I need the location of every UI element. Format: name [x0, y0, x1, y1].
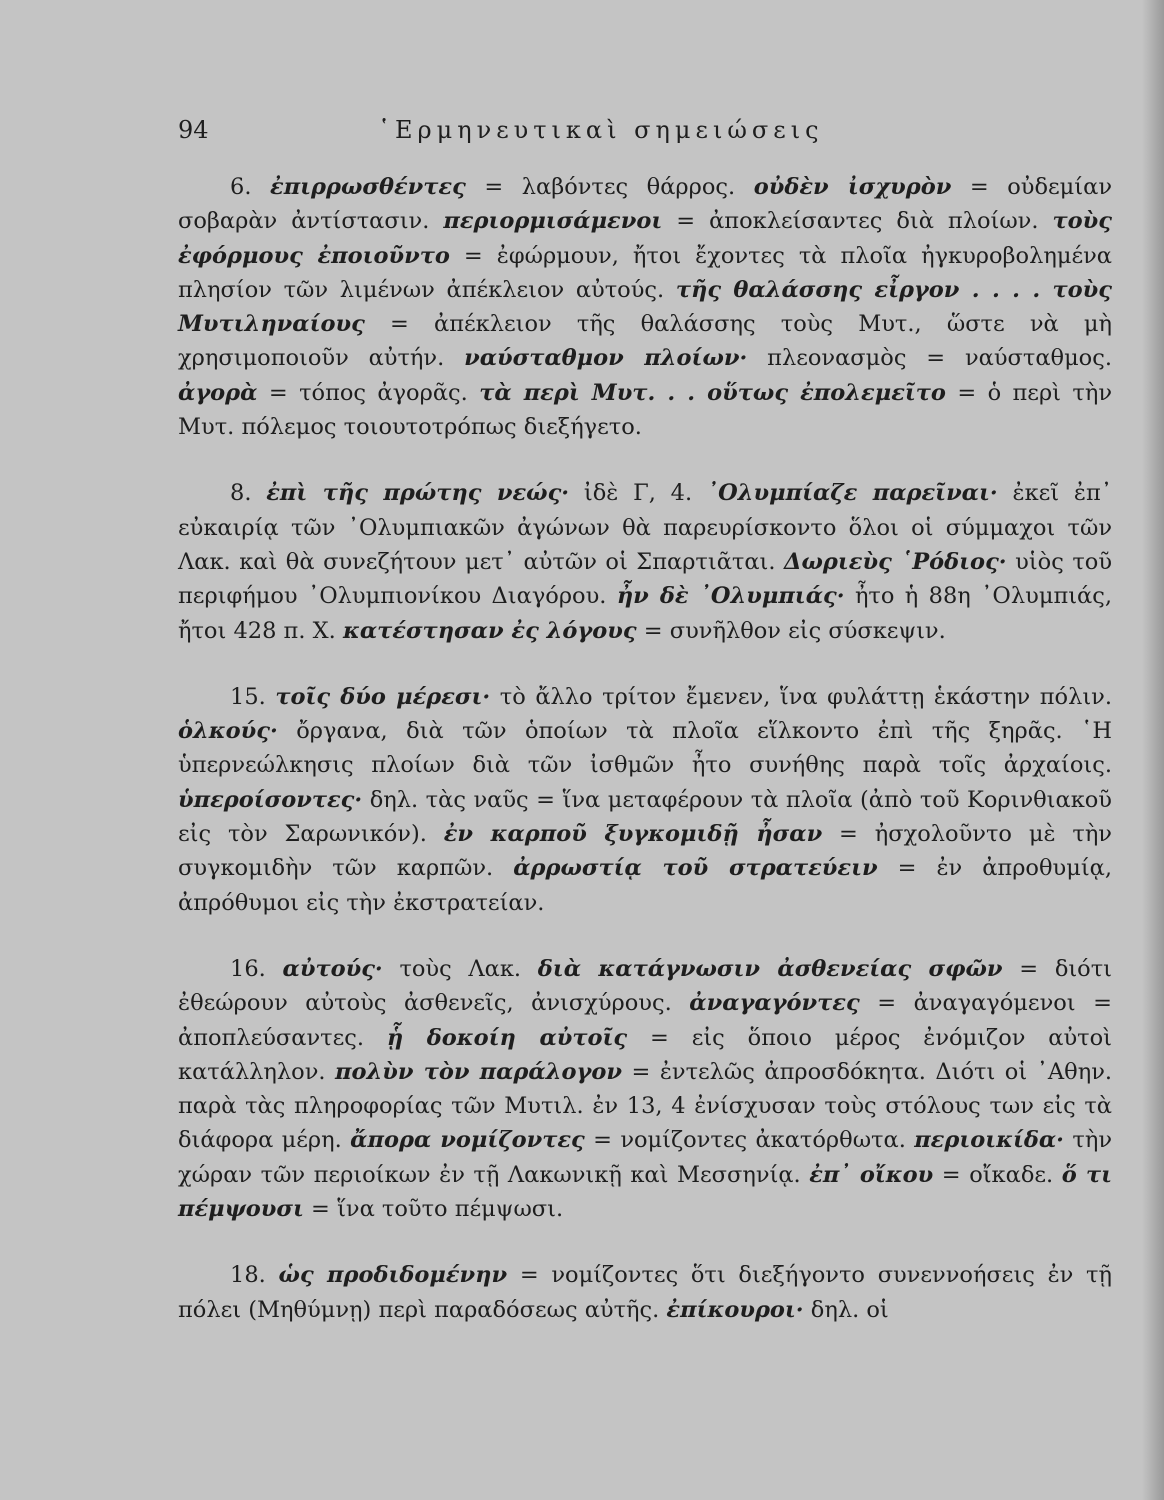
note-paragraph [178, 1258, 1112, 1327]
note-paragraph [178, 680, 1112, 920]
lemma-term: ἄπορα νομίζοντες [350, 1127, 585, 1154]
lemma-term: ᾗ δοκοίη αὐτοῖς [386, 1024, 628, 1051]
gloss-text: = εἰς ὅποιο μέρος ἐνόμιζον αὐτοὶ κατάλληλον. [178, 1024, 1112, 1085]
lemma-term: αὐτούς· [282, 955, 383, 982]
gloss-text: = οἴκαδε. [933, 1161, 1062, 1188]
lemma-term: ᾿Ολυμπίαζε παρεῖναι· [706, 480, 998, 507]
lemma-term: Δωριεὺς ῾Ρόδιος· [784, 548, 1007, 575]
page-header [178, 116, 1110, 152]
lemma-term: οὐδὲν ἰσχυρὸν [753, 174, 952, 200]
lemma-term: τοῖς δύο μέρεσι· [275, 683, 491, 710]
note-paragraph [178, 476, 1112, 647]
gloss-text: = λαβόντες θάρρος. [465, 174, 754, 200]
gloss-text: ἦτο ἡ 88η ᾿Ολυμπιάς, ἤτοι 428 π. Χ. [178, 583, 1112, 644]
lemma-term: τὰ περὶ Μυτ. . . οὕτως ἐπολεμεῖτο [479, 379, 946, 406]
commentary-body [178, 170, 1112, 1327]
gloss-text: = ἐν ἀπροθυμίᾳ, ἀπρόθυμοι εἰς τὴν ἐκστρατείαν. [178, 855, 1112, 916]
lemma-term: ἐπίκουροι· [666, 1296, 804, 1323]
gloss-text: ἰδὲ Γ, 4. [569, 480, 707, 507]
gloss-text: υἱὸς τοῦ περιφήμου ᾿Ολυμπιονίκου Διαγόρου. [178, 548, 1112, 610]
lemma-term: ὑπεροίσοντες· [178, 786, 363, 813]
gloss-text: τοὺς Λακ. [382, 955, 538, 982]
gloss-text: = ἵνα τοῦτο πέμψωσι. [303, 1196, 564, 1223]
lemma-term: ἀναγαγόντες [689, 990, 860, 1017]
gloss-text: = συνῆλθον εἰς σύσκεψιν. [636, 617, 946, 644]
gloss-text: = διότι ἐθεώρουν αὐτοὺς ἀσθενεῖς, ἀνισχύρους. [178, 955, 1112, 1017]
note-paragraph [178, 170, 1112, 444]
lemma-term: ὅ τι πέμψουσι [178, 1161, 1112, 1223]
gloss-text: = νομίζοντες ὅτι διεξήγοντο συνεννοήσεις ἐν τῇ πόλει (Μηθύμνῃ) περὶ παραδόσεως αὐτῆς. [178, 1262, 1112, 1323]
lemma-term: ὁλκούς· [178, 718, 278, 745]
note-number: 18. [230, 1262, 266, 1289]
gloss-text: = τόπος ἀγορᾶς. [257, 379, 480, 406]
lemma-term: ἐπὶ τῆς πρώτης νεώς· [266, 480, 570, 507]
gloss-text: = ἠσχολοῦντο μὲ τὴν συγκομιδὴν τῶν καρπῶν. [178, 821, 1112, 882]
lemma-term: ὡς προδιδομένην [278, 1262, 508, 1289]
lemma-term: ἐπιρρωσθέντες [270, 174, 466, 200]
lemma-term: κατέστησαν ἐς λόγους [342, 617, 637, 644]
note-number: 8. [230, 480, 252, 507]
lemma-term: πολὺν τὸν παράλογον [335, 1058, 622, 1085]
gloss-text: ὄργανα, διὰ τῶν ὁποίων τὰ πλοῖα εἵλκοντο ἐπὶ τῆς ξηρᾶς. ῾Η ὑπερνεώλκησις πλοίων διὰ τῶν ἰσθμῶν ἦτο συνήθης παρὰ τοῖς ἀρχαίοις. [178, 718, 1112, 779]
lemma-term: ἐπ᾿ οἴκου [809, 1161, 934, 1188]
gloss-text: = ἀποκλείσαντες διὰ πλοίων. [662, 208, 1053, 235]
lemma-term: ἀρρωστίᾳ τοῦ στρατεύειν [513, 855, 878, 882]
note-paragraph [178, 952, 1112, 1226]
gloss-text: δηλ. οἱ [803, 1296, 889, 1323]
lemma-term: ναύσταθμον πλοίων· [464, 345, 748, 372]
lemma-term: τοὺς ἐφόρμους ἐποιοῦντο [178, 208, 1112, 269]
gloss-text: δηλ. τὰς ναῦς = ἵνα μεταφέρουν τὰ πλοῖα (ἀπὸ τοῦ Κορινθιακοῦ εἰς τὸν Σαρωνικόν). [178, 786, 1112, 848]
gloss-text: πλεονασμὸς = ναύσταθμος. [747, 345, 1112, 372]
lemma-term: περιοικίδα· [914, 1127, 1065, 1154]
lemma-term: τῆς θαλάσσης εἶργον . . . . τοὺς Μυτιληναίους [178, 276, 1112, 338]
lemma-term: ἀγορὰ [178, 379, 258, 406]
page-edge-shadow [1142, 0, 1164, 1500]
lemma-term: διὰ κατάγνωσιν ἀσθενείας σφῶν [537, 955, 1003, 982]
note-number: 6. [230, 174, 252, 200]
gloss-text: = ἀπέκλειον τῆς θαλάσσης τοὺς Μυτ., ὥστε νὰ μὴ χρησιμοποιοῦν αὐτήν. [178, 311, 1112, 372]
note-number: 16. [230, 955, 266, 982]
gloss-text: = ἐφώρμουν, ἤτοι ἔχοντες τὰ πλοῖα ἠγκυροβολημένα πλησίον τῶν λιμένων ἀπέκλειον αὐτούς. [178, 242, 1112, 303]
gloss-text: τὴν χώραν τῶν περιοίκων ἐν τῇ Λακωνικῇ καὶ Μεσσηνίᾳ. [178, 1127, 1113, 1188]
lemma-term: ἦν δὲ ᾿Ολυμπιάς· [616, 583, 845, 610]
lemma-term: περιορμισάμενοι [443, 208, 663, 235]
gloss-text: = ἐντελῶς ἀπροσδόκητα. Διότι οἱ ᾿Αθην. παρὰ τὰς πληροφορίας τῶν Μυτιλ. ἐν 13, 4 ἐνίσχυσαν τοὺς στόλους των εἰς τὰ διάφορα μέρη. [178, 1058, 1113, 1154]
lemma-term: ἐν καρποῦ ξυγκομιδῇ ἦσαν [443, 821, 823, 848]
page-number: 94 [178, 116, 209, 144]
gloss-text: = νομίζοντες ἀκατόρθωτα. [584, 1127, 915, 1154]
gloss-text: = οὐδεμίαν σοβαρὰν ἀντίστασιν. [178, 174, 1113, 235]
gloss-text: = ὁ περὶ τὴν Μυτ. πόλεμος τοιουτοτρόπως διεξήγετο. [178, 379, 1112, 441]
gloss-text: ἐκεῖ ἐπ᾿ εὐκαιρίᾳ τῶν ᾿Ολυμπιακῶν ἀγώνων θὰ παρευρίσκοντο ὅλοι οἱ σύμμαχοι τῶν Λακ. καὶ θὰ συνεζήτουν μετ᾿ αὐτῶν οἱ Σπαρτιᾶται. [178, 480, 1112, 575]
gloss-text: = ἀναγαγόμενοι = ἀποπλεύσαντες. [178, 990, 1112, 1051]
gloss-text: τὸ ἄλλο τρίτον ἔμενεν, ἵνα φυλάττῃ ἑκάστην πόλιν. [490, 683, 1113, 710]
running-title: ῾Ερμηνευτικαὶ σημειώσεις [378, 116, 824, 144]
note-number: 15. [230, 683, 266, 710]
